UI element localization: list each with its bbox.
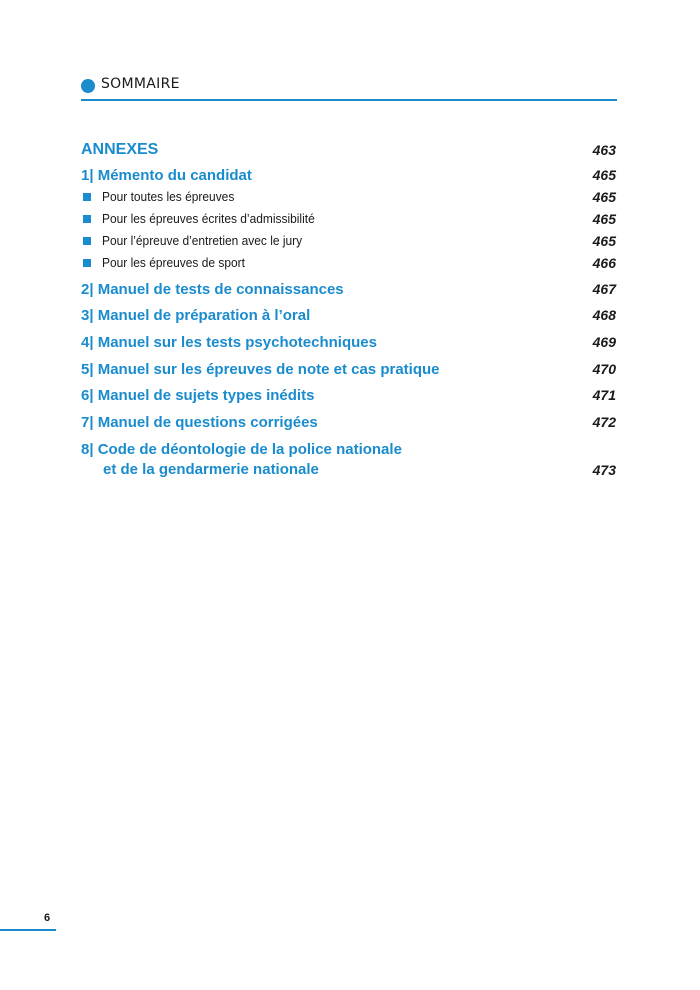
- toc-entry-title: ANNEXES: [81, 141, 159, 158]
- page-title: SOMMAIRE: [101, 76, 180, 92]
- toc-entry-title: 2| Manuel de tests de connaissances: [81, 281, 344, 298]
- toc-subitem-title: Pour l’épreuve d’entretien avec le jury: [102, 233, 303, 248]
- toc-entry-title: 5| Manuel sur les épreuves de note et cas pratique: [81, 361, 440, 378]
- toc-entry-page: 465: [592, 233, 616, 249]
- toc-entry-title-line2: et de la gendarmerie nationale: [103, 461, 319, 478]
- square-bullet-icon: [83, 237, 91, 245]
- toc-entry-page: 469: [592, 334, 616, 350]
- toc-entry-title: 4| Manuel sur les tests psychotechniques: [81, 334, 377, 351]
- toc-subitem-title: Pour toutes les épreuves: [102, 189, 235, 204]
- square-bullet-icon: [83, 193, 91, 201]
- page-number: 6: [44, 912, 51, 924]
- toc-entry-title: 1| Mémento du candidat: [81, 167, 252, 184]
- toc-entry-title: 3| Manuel de préparation à l’oral: [81, 307, 311, 324]
- toc-entry-page: 471: [592, 387, 616, 403]
- toc-entry-page: 467: [592, 281, 616, 297]
- toc-entry-title: 6| Manuel de sujets types inédits: [81, 387, 315, 404]
- toc-entry-page: 463: [592, 142, 616, 158]
- toc-entry-title: 8| Code de déontologie de la police nationale: [81, 441, 402, 458]
- toc-entry-title: 7| Manuel de questions corrigées: [81, 414, 318, 431]
- toc-entry-page: 468: [592, 307, 616, 323]
- toc-subitem-title: Pour les épreuves de sport: [102, 255, 245, 270]
- toc-subitem-title: Pour les épreuves écrites d’admissibilité: [102, 211, 315, 226]
- toc-entry-page: 465: [592, 167, 616, 183]
- toc-entry-page: 465: [592, 211, 616, 227]
- toc-entry-page: 473: [592, 462, 616, 478]
- toc-entry-page: 466: [592, 255, 616, 271]
- bullet-dot-icon: [81, 79, 95, 93]
- square-bullet-icon: [83, 215, 91, 223]
- toc-entry-page: 465: [592, 189, 616, 205]
- footer-divider: [0, 929, 56, 931]
- toc-entry-page: 472: [592, 414, 616, 430]
- header-divider: [81, 99, 617, 101]
- toc-entry-page: 470: [592, 361, 616, 377]
- square-bullet-icon: [83, 259, 91, 267]
